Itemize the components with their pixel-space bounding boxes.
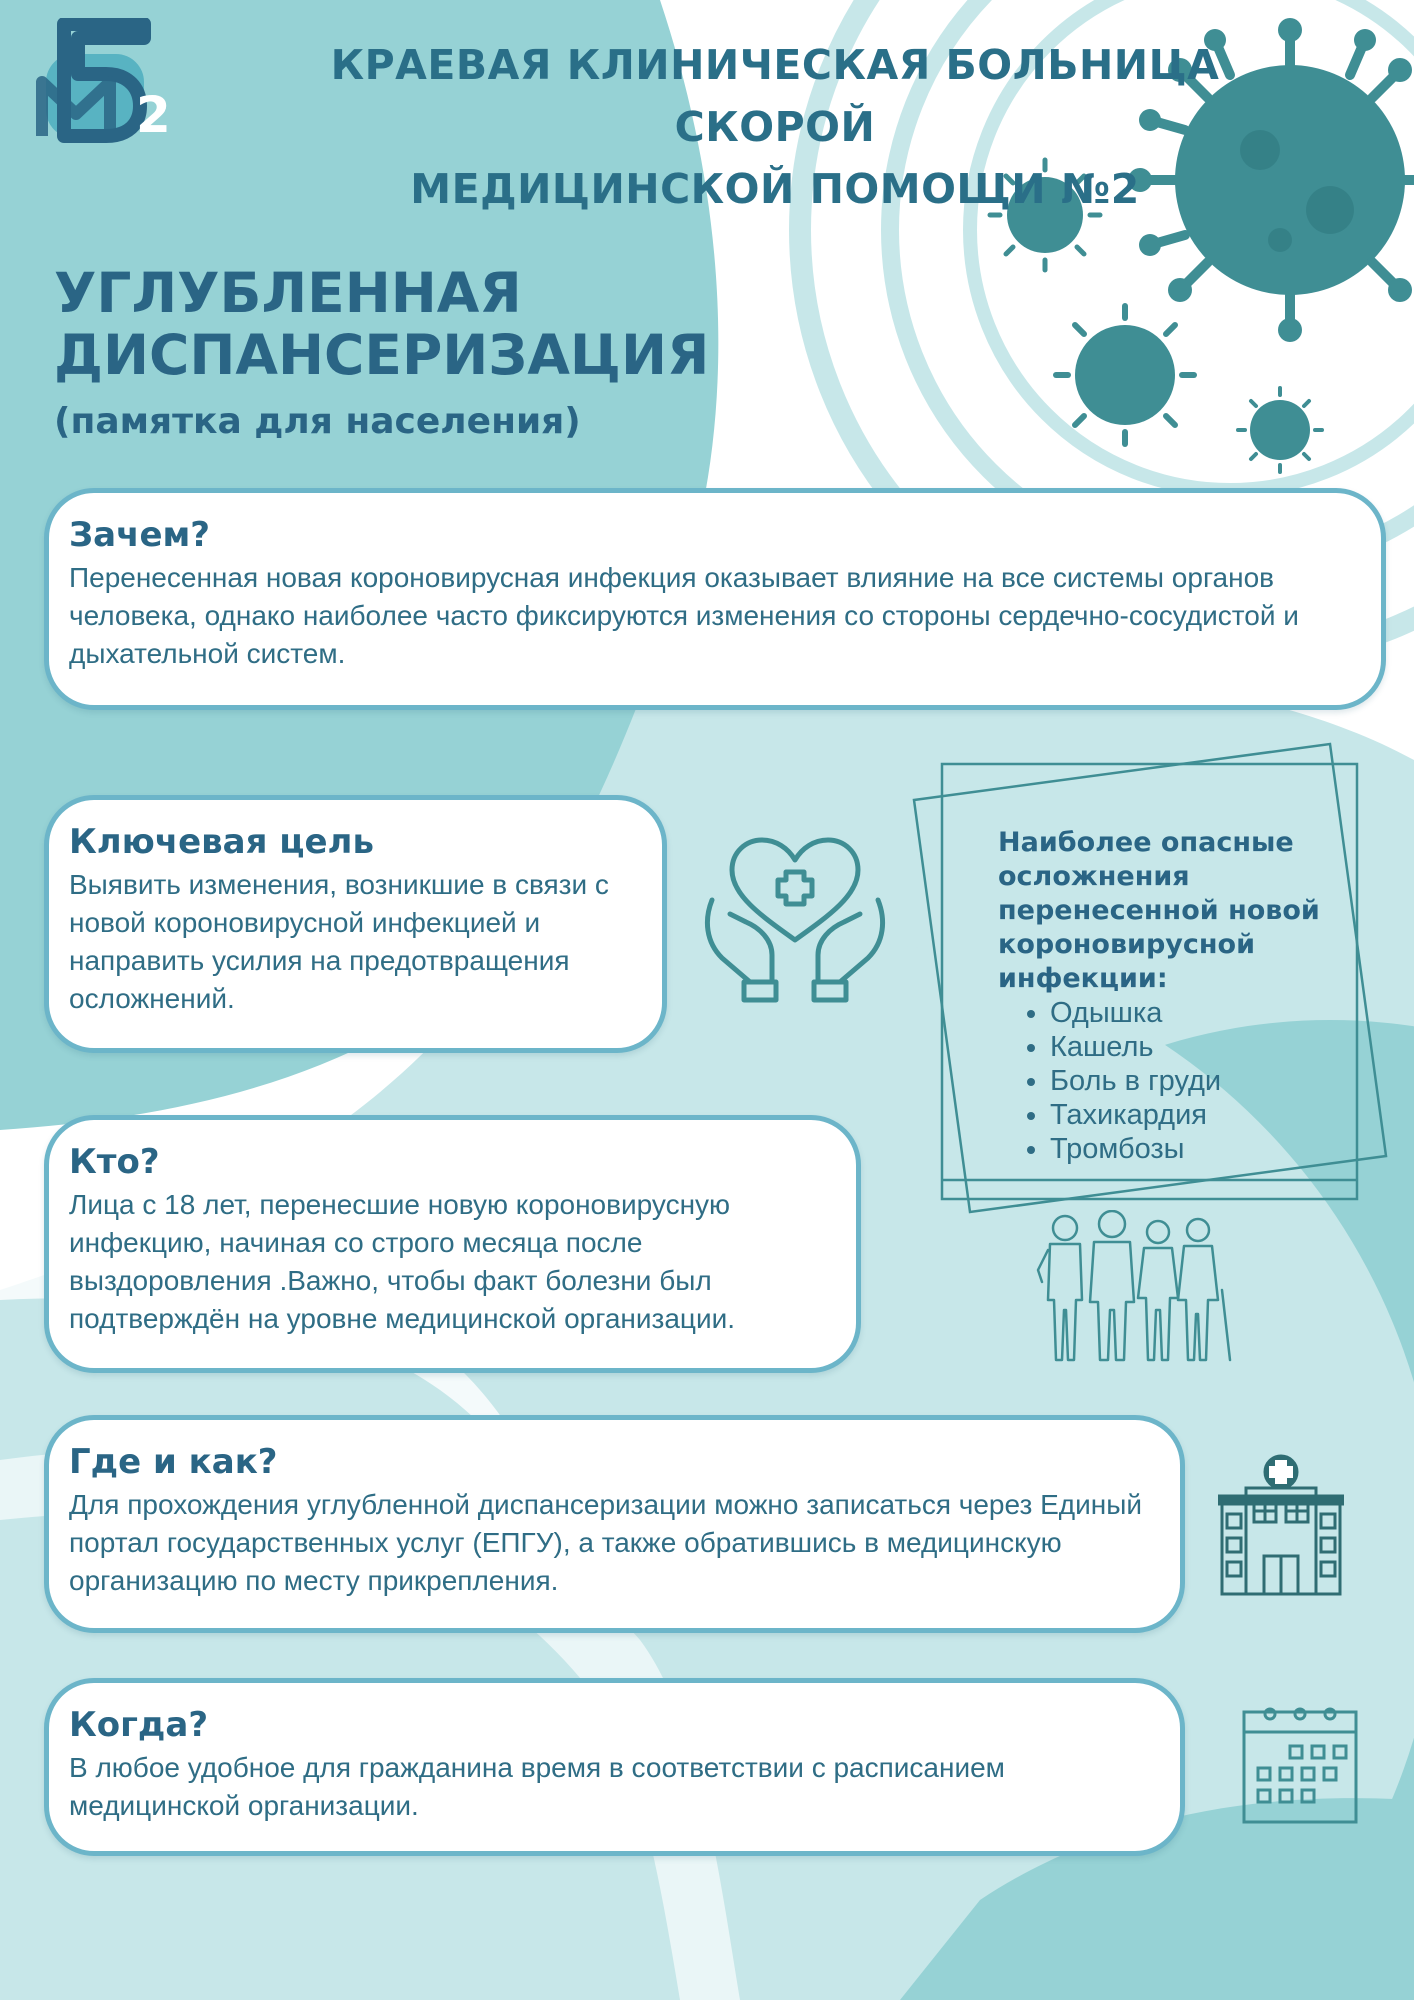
card-why-text: Перенесенная новая короновирусная инфекция оказывает влияние на все системы органов человека, однако наиболее часто фиксируются изменения со стороны сердечно-сосудистой и дыхательной систем. (69, 562, 1299, 669)
card-who (44, 1115, 861, 1373)
card-why-title: Зачем? (69, 515, 211, 555)
complications-list (998, 996, 1338, 1166)
page-subtitle: (памятка для населения) (54, 401, 581, 442)
complications-title: Наиболее опасные осложнения перенесенной новой короновирусной инфекции: (998, 827, 1320, 994)
card-goal (44, 795, 667, 1053)
logo-number: 2 (136, 86, 171, 144)
card-who-text: Лица с 18 лет, перенесшие новую короновирусную инфекцию, начиная со строго месяца после выздоровления .Важно, чтобы факт болезни был подтверждён на уровне медицинской организации. (69, 1189, 736, 1334)
card-who-title: Кто? (69, 1142, 160, 1182)
org-title-line1: КРАЕВАЯ КЛИНИЧЕСКАЯ БОЛЬНИЦА СКОРОЙ (330, 41, 1220, 151)
list-item: • Тахикардия (1050, 1098, 1338, 1132)
list-item: • Тромбозы (1050, 1132, 1338, 1166)
page-title-line1: УГЛУБЛЕННАЯ (54, 261, 522, 325)
page-title-line2: ДИСПАНСЕРИЗАЦИЯ (54, 323, 710, 387)
card-where (44, 1415, 1185, 1633)
org-title (230, 34, 1320, 220)
card-where-title: Где и как? (69, 1442, 278, 1482)
heart-hands-icon (700, 830, 890, 1005)
card-why (44, 488, 1386, 710)
hospital-icon (1218, 1452, 1344, 1596)
logo-icon (36, 18, 176, 148)
list-item: • Боль в груди (1050, 1064, 1338, 1098)
complications-box (998, 826, 1338, 1166)
page-title (54, 262, 709, 386)
list-item: • Кашель (1050, 1030, 1338, 1064)
people-icon (1030, 1210, 1235, 1365)
card-when (44, 1678, 1185, 1856)
card-when-title: Когда? (69, 1705, 209, 1745)
list-item: • Одышка (1050, 996, 1338, 1030)
calendar-icon (1240, 1700, 1360, 1826)
card-goal-title: Ключевая цель (69, 822, 374, 862)
card-when-text: В любое удобное для гражданина время в соответствии с расписанием медицинской организации. (69, 1752, 1005, 1821)
org-title-line2: МЕДИЦИНСКОЙ ПОМОЩИ №2 (410, 165, 1140, 213)
card-goal-text: Выявить изменения, возникшие в связи с новой короновирусной инфекцией и направить усилия на предотвращения осложнений. (69, 869, 609, 1014)
card-where-text: Для прохождения углубленной диспансеризации можно записаться через Единый портал государственных услуг (ЕПГУ), а также обратившись в медицинскую организацию по месту прикрепления. (69, 1489, 1142, 1596)
